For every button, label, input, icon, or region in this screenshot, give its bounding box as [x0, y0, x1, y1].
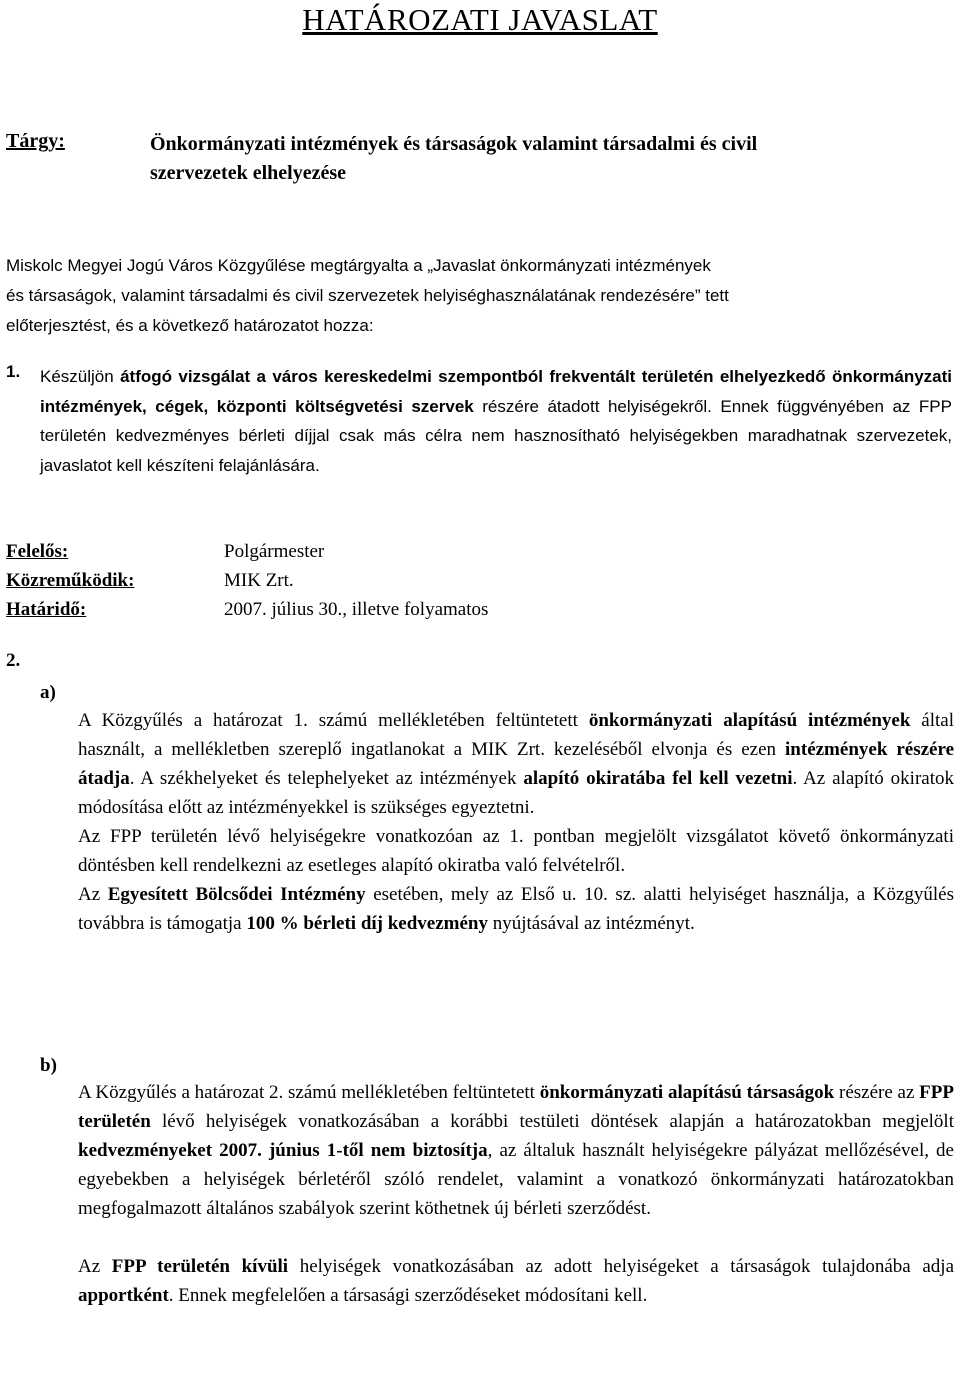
point-2b-body — [78, 1078, 954, 1310]
point-2b-label: b) — [40, 1055, 57, 1076]
hatarido-value: 2007. július 30., illetve folyamatos — [224, 599, 489, 620]
subject-label: Tárgy: — [6, 130, 65, 152]
point-2a-body — [78, 706, 954, 938]
point-2a-paragraph-1: A Közgyűlés a határozat 1. számú mellékletében feltüntetett önkormányzati alapítású intézmények által használt, a mellékletben szereplő ingatlanokat a MIK Zrt. kezeléséből elvonja és ezen intézmények részére átadja. A székhelyeket és telephelyeket az intézmények alapító okiratába fel kell vezetni. Az alapító okiratok módosítása előtt az intézményekkel is szükséges egyeztetni. — [78, 710, 955, 818]
point-1-text-2: részére átadott helyiségekről. Ennek függvényében az FPP területén kedvezményes bérleti díjjal csak más célra nem hasznosítható helyiségekben maradhatnak szervezetek, javaslatot kell készíteni felajánlására. — [40, 396, 952, 475]
intro-line-1: Miskolc Megyei Jogú Város Közgyűlése megtárgyalta a „Javaslat önkormányzati intézmények — [6, 256, 711, 275]
point-2a-paragraph-3: Az Egyesített Bölcsődei Intézmény esetében, mely az Első u. 10. sz. alatti helyiséget használja, a Közgyűlés továbbra is támogatja 100 % bérleti díj kedvezmény nyújtásával az intézményt. — [78, 884, 955, 934]
point-1-paragraph — [40, 362, 952, 480]
kozremukodik-value: MIK Zrt. — [224, 570, 294, 591]
intro-paragraph — [6, 251, 951, 341]
subject-line-2: szervezetek elhelyezése — [150, 162, 346, 184]
point-1-text-1: Készüljön — [40, 367, 121, 386]
subject-line-1: Önkormányzati intézmények és társaságok valamint társadalmi és civil — [150, 133, 758, 155]
point-2b-paragraph-2: Az FPP területén kívüli helyiségek vonatkozásában az adott helyiségeket a társaságok tulajdonába adja apportként. Ennek megfelelően a társasági szerződéseket módosítani kell. — [78, 1256, 954, 1306]
intro-line-2: és társaságok, valamint társadalmi és civil szervezetek helyiséghasználatának rendezésére” tett — [6, 286, 729, 305]
felelos-value: Polgármester — [224, 541, 325, 562]
kozremukodik-label: Közreműködik: — [6, 570, 135, 591]
point-2-number: 2. — [6, 650, 21, 671]
point-1-bold-1: átfogó vizsgálat a város kereskedelmi szempontból frekventált területén elhelyezkedő önkormányzati intézmények, cégek, központi költségvetési szervek — [40, 367, 952, 416]
point-2a-label: a) — [40, 682, 56, 703]
point-2b-paragraph-1: A Közgyűlés a határozat 2. számú mellékletében feltüntetett önkormányzati alapítású társaságok részére az FPP területén lévő helyiségek vonatkozásában a korábbi testületi döntések alapján a határozatokban megjelölt kedvezményeket 2007. június 1-től nem biztosítja, az általuk használt helyiségekre pályázat mellőzésével, de egyebekben a helyiségek bérletéről szóló rendelet, valamint a vonatkozó önkormányzati határozatokban megfogalmazott általános szabályok szerint köthetnek új bérleti szerződést. — [78, 1082, 954, 1219]
subject-text — [150, 130, 930, 188]
point-1-number: 1. — [6, 362, 21, 381]
felelos-label: Felelős: — [6, 541, 69, 562]
hatarido-label: Határidő: — [6, 599, 87, 620]
point-2a-paragraph-2: Az FPP területén lévő helyiségekre vonatkozóan az 1. pontban megjelölt vizsgálatot követő önkormányzati döntésben kell rendelkezni az esetleges alapító okiratba való felvételről. — [78, 826, 954, 876]
document-title: HATÁROZATI JAVASLAT — [302, 2, 658, 37]
intro-line-3: előterjesztést, és a következő határozatot hozza: — [6, 316, 374, 335]
